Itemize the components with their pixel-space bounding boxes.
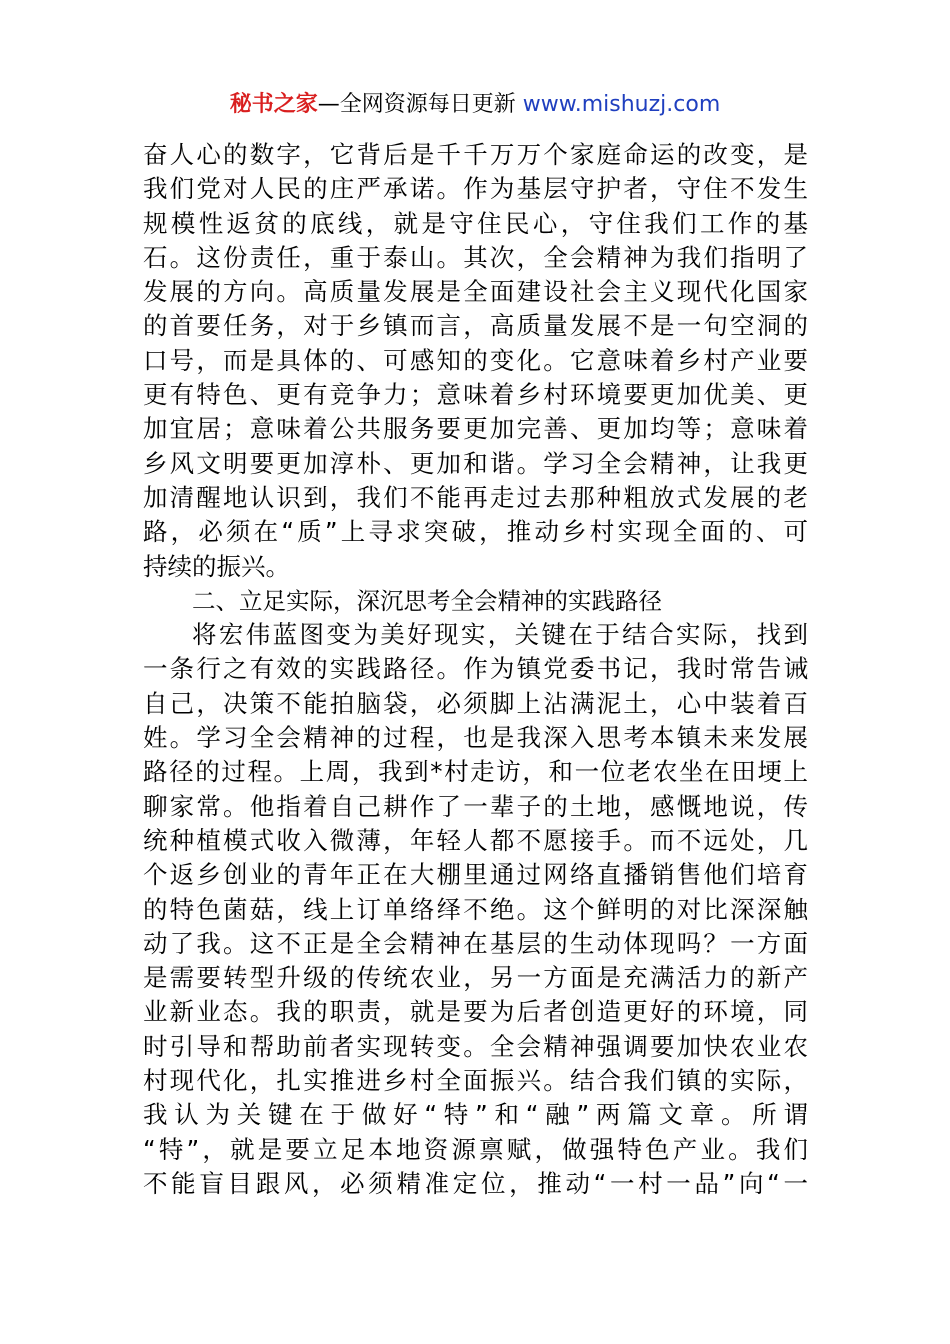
text-line: 路径的过程。上周，我到*村走访，和一位老农坐在田埂上 xyxy=(143,757,808,787)
text-line: 聊家常。他指着自己耕作了一辈子的土地，感慨地说，传 xyxy=(143,791,808,821)
section-heading: 二、立足实际，深沉思考全会精神的实践路径 xyxy=(192,586,662,615)
text-line: 更有特色、更有竞争力；意味着乡村环境要更加优美、更 xyxy=(143,380,808,410)
text-line: 我认为关键在于做好“特”和“融”两篇文章。所谓 xyxy=(143,1100,808,1130)
text-line: 自己，决策不能拍脑袋，必须脚上沾满泥土，心中装着百 xyxy=(143,688,808,718)
text-line: 奋人心的数字，它背后是千千万万个家庭命运的改变，是 xyxy=(143,140,808,169)
document-body xyxy=(143,138,808,1201)
text-line: 的首要任务，对于乡镇而言，高质量发展不是一句空洞的 xyxy=(143,311,808,341)
text-line: 乡风文明要更加淳朴、更加和谐。学习全会精神，让我更 xyxy=(143,448,808,478)
text-line: 村现代化，扎实推进乡村全面振兴。结合我们镇的实际， xyxy=(143,1066,808,1096)
text-line: 姓。学习全会精神的过程，也是我深入思考本镇未来发展 xyxy=(143,723,808,753)
text-line: 规模性返贫的底线，就是守住民心，守住我们工作的基 xyxy=(143,208,808,238)
text-line: 持续的振兴。 xyxy=(143,551,290,581)
text-line: 统种植模式收入微薄，年轻人都不愿接手。而不远处，几 xyxy=(143,825,808,855)
text-line: “特”，就是要立足本地资源禀赋，做强特色产业。我们 xyxy=(143,1134,808,1164)
text-line: 不能盲目跟风，必须精准定位，推动“一村一品”向“一 xyxy=(143,1168,808,1198)
page-header xyxy=(0,88,950,122)
text-line: 动了我。这不正是全会精神在基层的生动体现吗？一方面 xyxy=(143,928,808,958)
text-line: 石。这份责任，重于泰山。其次，全会精神为我们指明了 xyxy=(143,242,808,272)
site-brand: 秘书之家 xyxy=(229,92,318,117)
text-line: 将宏伟蓝图变为美好现实，关键在于结合实际，找到 xyxy=(192,620,808,650)
text-line: 加宜居；意味着公共服务要更加完善、更加均等；意味着 xyxy=(143,414,808,444)
text-line: 路，必须在“质”上寻求突破，推动乡村实现全面的、可 xyxy=(143,517,808,547)
text-line: 一条行之有效的实践路径。作为镇党委书记，我时常告诫 xyxy=(143,654,808,684)
text-line: 的特色菌菇，线上订单络绎不绝。这个鲜明的对比深深触 xyxy=(143,894,808,924)
text-line: 业新业态。我的职责，就是要为后者创造更好的环境，同 xyxy=(143,997,808,1027)
site-url-link[interactable]: www.mishuzj.com xyxy=(522,92,721,117)
site-tagline: —全网资源每日更新 xyxy=(317,92,523,117)
text-line: 是需要转型升级的传统农业，另一方面是充满活力的新产 xyxy=(143,963,808,993)
text-line: 口号，而是具体的、可感知的变化。它意味着乡村产业要 xyxy=(143,345,808,375)
text-line: 加清醒地认识到，我们不能再走过去那种粗放式发展的老 xyxy=(143,482,808,512)
text-line: 我们党对人民的庄严承诺。作为基层守护者，守住不发生 xyxy=(143,174,808,204)
text-line: 时引导和帮助前者实现转变。全会精神强调要加快农业农 xyxy=(143,1031,808,1061)
text-line: 发展的方向。高质量发展是全面建设社会主义现代化国家 xyxy=(143,277,808,307)
text-line: 个返乡创业的青年正在大棚里通过网络直播销售他们培育 xyxy=(143,860,808,890)
